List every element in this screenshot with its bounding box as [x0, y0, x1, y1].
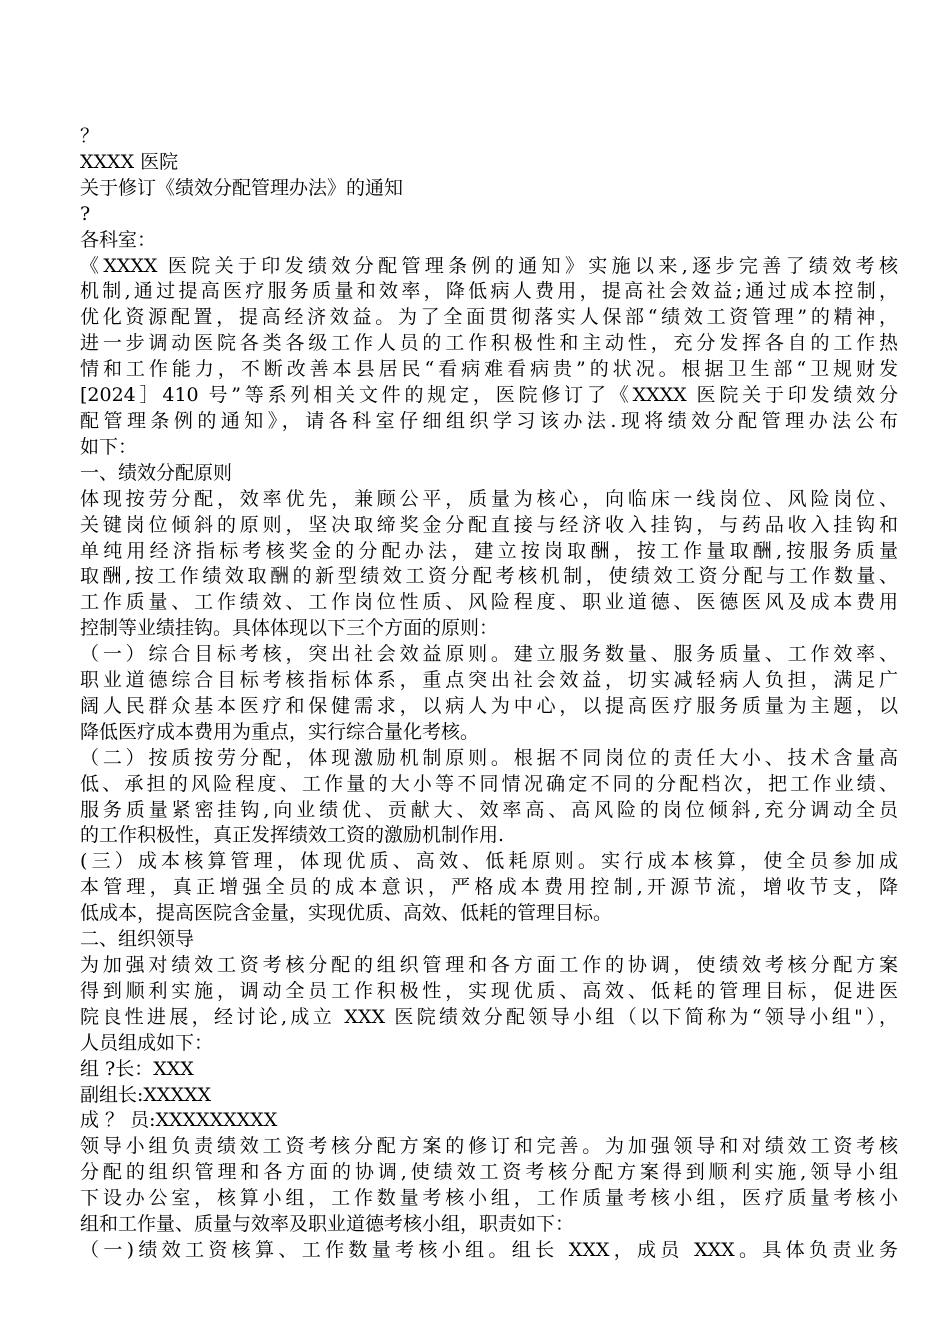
duty-line-3: 下设办公室，核算小组，工作数量考核小组，工作质量考核小组，医疗质量考核小 [80, 1187, 898, 1210]
subgroup-line-1: （一)绩效工资核算、工作数量考核小组。组长 XXX，成员 XXX。具体负责业务 [80, 1238, 898, 1261]
duty-line-1: 领导小组负责绩效工资考核分配方案的修订和完善。为加强领导和对绩效工资考核 [80, 1135, 898, 1158]
notice-title: 关于修订《绩效分配管理办法》的通知 [80, 176, 404, 199]
hospital-name: XXXX 医院 [80, 150, 179, 173]
item-3-line-2: 本管理，真正增强全员的成本意识，严格成本费用控制,开源节流，增收节支，降 [80, 876, 898, 899]
item-1-line-1: （一）综合目标考核，突出社会效益原则。建立服务数量、服务质量、工作效率、 [80, 643, 898, 666]
members-line: 成 ？ 员:XXXXXXXXX [80, 1109, 278, 1132]
duty-line-4: 组和工作量、质量与效率及职业道德考核小组，职责如下： [80, 1213, 575, 1236]
deputy-leader-line: 副组长:XXXXX [80, 1083, 212, 1106]
item-1-line-3: 阔人民群众基本医疗和保健需求，以病人为中心，以提高医疗服务质量为主题，以 [80, 694, 898, 717]
org-line-2: 得到顺利实施，调动全员工作积极性，实现优质、高效、低耗的管理目标，促进医 [80, 979, 898, 1002]
doc-line-1: ？ [80, 125, 100, 147]
item-1-line-2: 职业道德综合目标考核指标体系，重点突出社会效益，切实减轻病人负担，满足广 [80, 669, 898, 692]
intro-line-7: 配管理条例的通知》，请各科室仔细组织学习该办法.现将绩效分配管理办法公布 [80, 409, 898, 432]
item-2-line-2: 低、承担的风险程度、工作量的大小等不同情况确定不同的分配档次，把工作业绩、 [80, 772, 898, 795]
item-3-line-1: (三）成本核算管理，体现优质、高效、低耗原则。实行成本核算，使全员参加成 [80, 850, 898, 873]
principle-line-2: 关键岗位倾斜的原则，坚决取缔奖金分配直接与经济收入挂钩，与药品收入挂钩和 [80, 513, 898, 536]
principle-line-4: 取酬,按工作绩效取酬的新型绩效工资分配考核机制，使绩效工资分配与工作数量、 [80, 565, 898, 588]
doc-line-4: ? [80, 202, 91, 225]
section-heading-2: 二、组织领导 [80, 928, 195, 951]
principle-line-6: 控制等业绩挂钩。具体体现以下三个方面的原则： [80, 617, 499, 640]
item-2-line-1: （二）按质按劳分配，体现激励机制原则。根据不同岗位的责任大小、技术含量高 [80, 746, 898, 769]
principle-line-1: 体现按劳分配，效率优先，兼顾公平，质量为核心，向临床一线岗位、风险岗位、 [80, 487, 898, 510]
org-line-3: 院良性进展，经讨论,成立 XXX 医院绩效分配领导小组（以下简称为“领导小组"）， [80, 1005, 898, 1028]
leader-line: 组 ?长：XXX [80, 1057, 194, 1080]
intro-line-3: 优化资源配置，提高经济效益。为了全面贯彻落实人保部“绩效工资管理”的精神， [80, 306, 898, 329]
item-1-line-4: 降低医疗成本费用为重点，实行综合量化考核。 [80, 720, 480, 743]
intro-line-6: [2024］410 号”等系列相关文件的规定，医院修订了《XXXX 医院关于印发绩效分 [80, 384, 898, 407]
principle-line-5: 工作质量、工作绩效、工作岗位性质、风险程度、职业道德、医德医风及成本费用 [80, 591, 898, 614]
salutation: 各科室： [80, 228, 157, 251]
document-body [80, 124, 898, 1264]
duty-line-2: 分配的组织管理和各方面的协调,使绩效工资考核分配方案得到顺利实施,领导小组 [80, 1161, 898, 1184]
intro-line-5: 情和工作能力，不断改善本县居民“看病难看病贵”的状况。根据卫生部“卫规财发 [80, 358, 898, 381]
org-line-4: 人员组成如下： [80, 1031, 214, 1054]
intro-line-2: 机制,通过提高医疗服务质量和效率，降低病人费用，提高社会效益;通过成本控制， [80, 280, 898, 303]
intro-line-1: 《XXXX 医院关于印发绩效分配管理条例的通知》实施以来,逐步完善了绩效考核 [80, 254, 898, 277]
intro-line-8: 如下： [80, 435, 138, 458]
intro-line-4: 进一步调动医院各类各级工作人员的工作积极性和主动性，充分发挥各自的工作热 [80, 332, 898, 355]
item-2-line-4: 的工作积极性，真正发挥绩效工资的激励机制作用. [80, 824, 505, 847]
principle-line-3: 单纯用经济指标考核奖金的分配办法，建立按岗取酬，按工作量取酬,按服务质量 [80, 539, 898, 562]
item-3-line-3: 低成本，提高医院含金量，实现优质、高效、低耗的管理目标。 [80, 902, 613, 925]
org-line-1: 为加强对绩效工资考核分配的组织管理和各方面工作的协调，使绩效考核分配方案 [80, 954, 898, 976]
item-2-line-3: 服务质量紧密挂钩,向业绩优、贡献大、效率高、高风险的岗位倾斜,充分调动全员 [80, 798, 898, 821]
section-heading-1: 一、绩效分配原则 [80, 461, 233, 484]
